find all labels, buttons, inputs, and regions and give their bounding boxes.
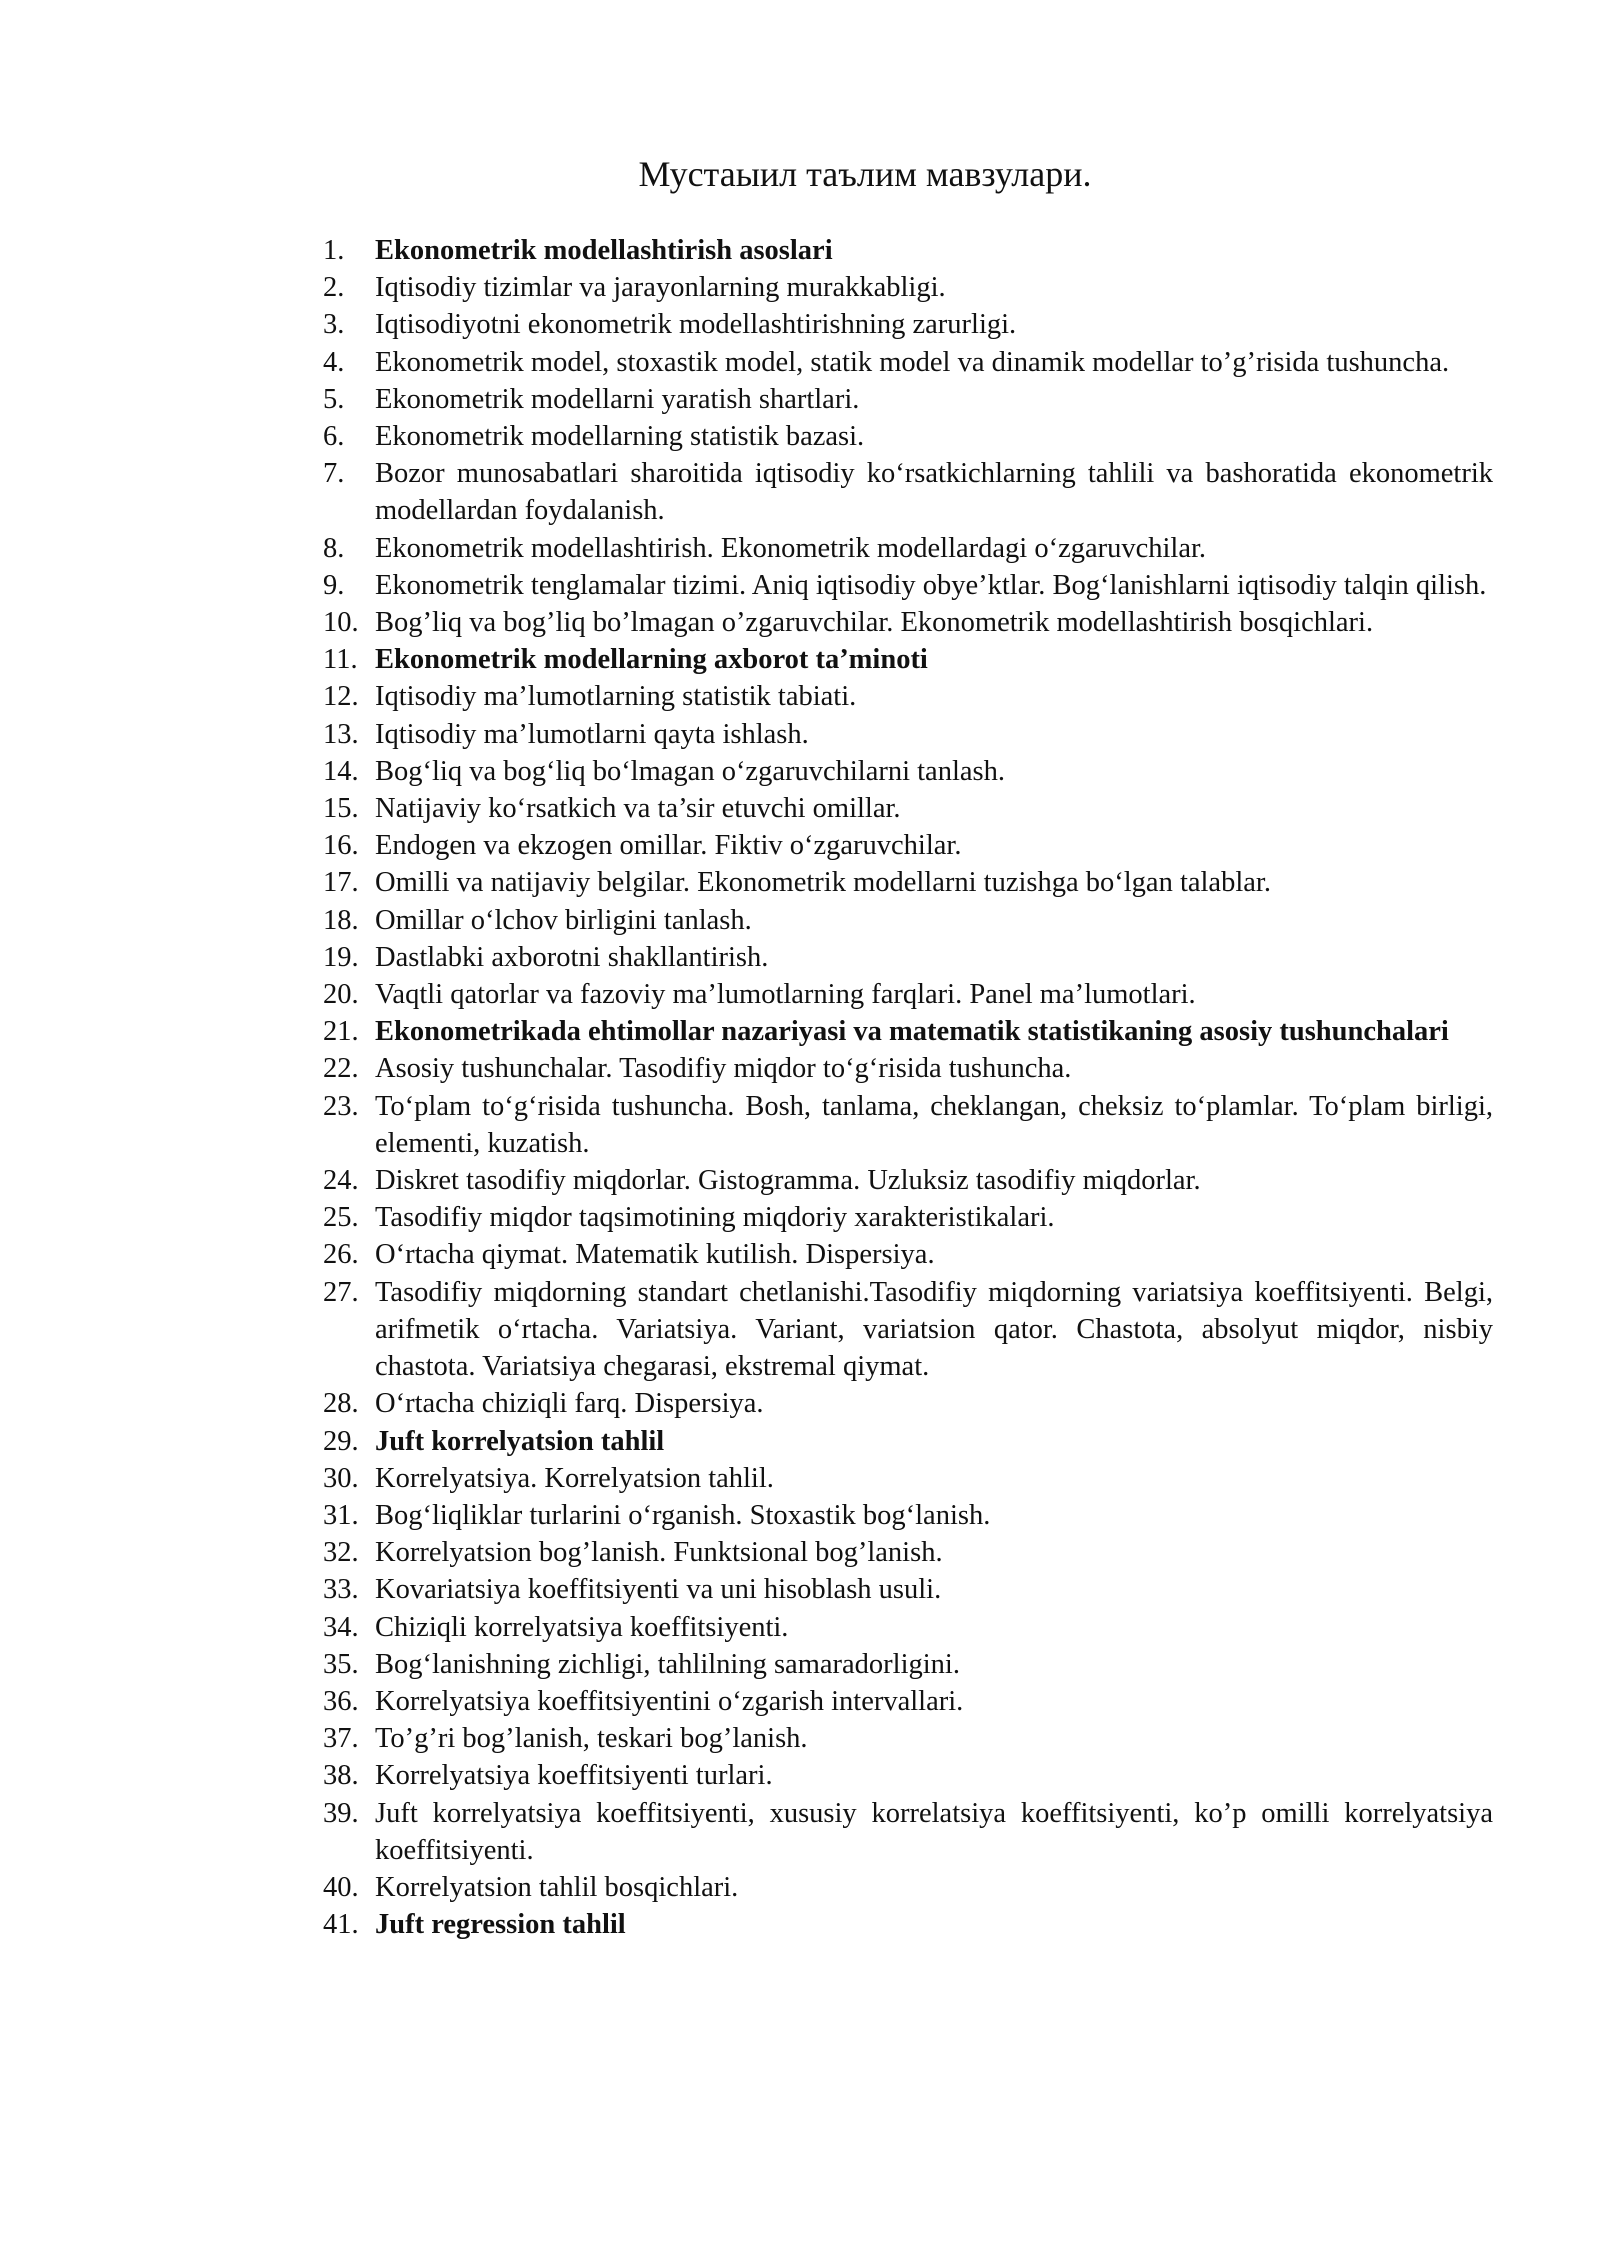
list-item-text: O‘rtacha qiymat. Matematik kutilish. Dispersiya. bbox=[375, 1239, 935, 1271]
list-item bbox=[323, 604, 1493, 641]
list-item-number: 3. bbox=[323, 309, 345, 341]
section-heading-item bbox=[323, 1423, 1493, 1460]
list-item-number: 10. bbox=[323, 607, 359, 639]
list-item-number: 18. bbox=[323, 904, 359, 936]
list-item-number: 29. bbox=[323, 1425, 359, 1457]
list-item bbox=[323, 827, 1493, 864]
list-item-number: 39. bbox=[323, 1797, 359, 1829]
list-item-number: 40. bbox=[323, 1871, 359, 1903]
list-item-number: 27. bbox=[323, 1276, 359, 1308]
list-item-number: 6. bbox=[323, 421, 345, 453]
list-item-number: 21. bbox=[323, 1016, 359, 1048]
list-item-number: 36. bbox=[323, 1685, 359, 1717]
list-item-text: Bog‘liqliklar turlarini o‘rganish. Stoxastik bog‘lanish. bbox=[375, 1499, 991, 1531]
list-item bbox=[323, 1385, 1493, 1422]
list-item-text: Tasodifiy miqdor taqsimotining miqdoriy xarakteristikalari. bbox=[375, 1202, 1055, 1234]
list-item bbox=[323, 976, 1493, 1013]
list-item bbox=[323, 864, 1493, 901]
list-item-text: Kovariatsiya koeffitsiyenti va uni hisoblash usuli. bbox=[375, 1574, 942, 1606]
list-item bbox=[323, 381, 1493, 418]
list-item bbox=[323, 1050, 1493, 1087]
list-item bbox=[323, 678, 1493, 715]
list-item-number: 8. bbox=[323, 532, 345, 564]
list-item-number: 4. bbox=[323, 346, 345, 378]
list-item bbox=[323, 902, 1493, 939]
list-item bbox=[323, 1571, 1493, 1608]
list-item bbox=[323, 1236, 1493, 1273]
list-item-text: Iqtisodiy tizimlar va jarayonlarning murakkabligi. bbox=[375, 272, 946, 304]
list-item-text: Korrelyatsion tahlil bosqichlari. bbox=[375, 1871, 739, 1903]
list-item-text: Bog‘liq va bog‘liq bo‘lmagan o‘zgaruvchilarni tanlash. bbox=[375, 755, 1005, 787]
list-item-text: Korrelyatsiya. Korrelyatsion tahlil. bbox=[375, 1462, 774, 1494]
list-item-text: Korrelyatsiya koeffitsiyentini o‘zgarish intervallari. bbox=[375, 1685, 964, 1717]
list-item-text: Juft korrelyatsiya koeffitsiyenti, xususiy korrelatsiya koeffitsiyenti, ko’p omilli korrelyatsiya koeffitsiyenti. bbox=[375, 1797, 1493, 1866]
list-item bbox=[323, 1869, 1493, 1906]
list-item-text: Juft korrelyatsion tahlil bbox=[375, 1425, 665, 1457]
list-item-number: 28. bbox=[323, 1388, 359, 1420]
list-item bbox=[323, 344, 1493, 381]
list-item-text: Juft regression tahlil bbox=[375, 1909, 626, 1941]
list-item-text: Bog’liq va bog’liq bo’lmagan o’zgaruvchilar. Ekonometrik modellashtirish bosqichlari. bbox=[375, 607, 1374, 639]
list-item-text: O‘rtacha chiziqli farq. Dispersiya. bbox=[375, 1388, 764, 1420]
list-item-number: 15. bbox=[323, 793, 359, 825]
list-item-text: Chiziqli korrelyatsiya koeffitsiyenti. bbox=[375, 1611, 789, 1643]
list-item-number: 37. bbox=[323, 1723, 359, 1755]
list-item-number: 11. bbox=[323, 644, 358, 676]
list-item-number: 20. bbox=[323, 979, 359, 1011]
list-item-text: Ekonometrikada ehtimollar nazariyasi va matematik statistikaning asosiy tushunchalari bbox=[375, 1016, 1449, 1048]
list-item-text: Ekonometrik model, stoxastik model, statik model va dinamik modellar to’g’risida tushuncha. bbox=[375, 346, 1450, 378]
list-item bbox=[323, 1497, 1493, 1534]
list-item-text: Ekonometrik modellarning statistik bazasi. bbox=[375, 421, 865, 453]
list-item-text: Iqtisodiyotni ekonometrik modellashtirishning zarurligi. bbox=[375, 309, 1017, 341]
list-item-number: 13. bbox=[323, 718, 359, 750]
list-item bbox=[323, 1274, 1493, 1386]
list-item-number: 34. bbox=[323, 1611, 359, 1643]
list-item bbox=[323, 1646, 1493, 1683]
list-item-number: 16. bbox=[323, 830, 359, 862]
list-item-number: 31. bbox=[323, 1499, 359, 1531]
list-item-text: Iqtisodiy ma’lumotlarning statistik tabiati. bbox=[375, 681, 857, 713]
page-title: Мустаыил таълим мавзулари. bbox=[638, 154, 1092, 194]
list-item-text: Omillar o‘lchov birligini tanlash. bbox=[375, 904, 752, 936]
list-item-number: 41. bbox=[323, 1909, 359, 1941]
list-item-text: Ekonometrik tenglamalar tizimi. Aniq iqtisodiy obye’ktlar. Bog‘lanishlarni iqtisodiy talqin qilish. bbox=[375, 569, 1487, 601]
list-item-text: Ekonometrik modellarning axborot ta’minoti bbox=[375, 644, 928, 676]
list-item bbox=[323, 1795, 1493, 1869]
list-item bbox=[323, 716, 1493, 753]
list-item-number: 35. bbox=[323, 1648, 359, 1680]
list-item-number: 24. bbox=[323, 1165, 359, 1197]
list-item-text: Tasodifiy miqdorning standart chetlanishi.Tasodifiy miqdorning variatsiya koeffitsiyenti. Belgi, arifmetik o‘rtacha. Variatsiya. Variant, variatsion qator. Chastota, absolyut miqdor, nisbiy chastota. Variatsiya chegarasi, ekstremal qiymat. bbox=[375, 1276, 1493, 1383]
list-item bbox=[323, 1720, 1493, 1757]
list-item-number: 17. bbox=[323, 867, 359, 899]
list-item-number: 9. bbox=[323, 569, 345, 601]
list-item-number: 32. bbox=[323, 1537, 359, 1569]
list-item bbox=[323, 530, 1493, 567]
list-item-number: 19. bbox=[323, 941, 359, 973]
list-item-text: Iqtisodiy ma’lumotlarni qayta ishlash. bbox=[375, 718, 809, 750]
list-item-number: 7. bbox=[323, 458, 345, 490]
list-item bbox=[323, 1460, 1493, 1497]
list-item-number: 30. bbox=[323, 1462, 359, 1494]
list-item-number: 22. bbox=[323, 1053, 359, 1085]
list-item-number: 2. bbox=[323, 272, 345, 304]
list-item bbox=[323, 790, 1493, 827]
list-item-text: Korrelyatsion bog’lanish. Funktsional bog’lanish. bbox=[375, 1537, 943, 1569]
section-heading-item bbox=[323, 1906, 1493, 1943]
list-item bbox=[323, 1757, 1493, 1794]
list-item-number: 1. bbox=[323, 235, 345, 266]
list-item bbox=[323, 306, 1493, 343]
list-item bbox=[323, 1199, 1493, 1236]
list-item-number: 23. bbox=[323, 1090, 359, 1122]
list-item-text: Omilli va natijaviy belgilar. Ekonometrik modellarni tuzishga bo‘lgan talablar. bbox=[375, 867, 1271, 899]
topic-list bbox=[323, 232, 1493, 1943]
list-item-text: Ekonometrik modellashtirish. Ekonometrik modellardagi o‘zgaruvchilar. bbox=[375, 532, 1207, 564]
list-item-text: Endogen va ekzogen omillar. Fiktiv o‘zgaruvchilar. bbox=[375, 830, 962, 862]
list-item bbox=[323, 939, 1493, 976]
list-item-number: 25. bbox=[323, 1202, 359, 1234]
list-item bbox=[323, 567, 1493, 604]
list-item bbox=[323, 1609, 1493, 1646]
list-item bbox=[323, 455, 1493, 529]
list-item-number: 12. bbox=[323, 681, 359, 713]
list-item-text: Diskret tasodifiy miqdorlar. Gistogramma. Uzluksiz tasodifiy miqdorlar. bbox=[375, 1165, 1201, 1197]
section-heading-item bbox=[323, 232, 1493, 269]
list-item bbox=[323, 1683, 1493, 1720]
list-item bbox=[323, 1534, 1493, 1571]
list-item-text: To‘plam to‘g‘risida tushuncha. Bosh, tanlama, cheklangan, cheksiz to‘plamlar. To‘plam birligi, elementi, kuzatish. bbox=[375, 1090, 1493, 1159]
list-item-number: 38. bbox=[323, 1760, 359, 1792]
list-item bbox=[323, 1088, 1493, 1162]
list-item-text: Natijaviy ko‘rsatkich va ta’sir etuvchi omillar. bbox=[375, 793, 901, 825]
list-item-number: 5. bbox=[323, 383, 345, 415]
list-item bbox=[323, 269, 1493, 306]
list-item bbox=[323, 753, 1493, 790]
list-item-text: Korrelyatsiya koeffitsiyenti turlari. bbox=[375, 1760, 773, 1792]
list-item-number: 14. bbox=[323, 755, 359, 787]
section-heading-item bbox=[323, 1013, 1493, 1050]
list-item-text: Asosiy tushunchalar. Tasodifiy miqdor to‘g‘risida tushuncha. bbox=[375, 1053, 1072, 1085]
list-item bbox=[323, 1162, 1493, 1199]
section-heading-item bbox=[323, 641, 1493, 678]
list-item-text: Vaqtli qatorlar va fazoviy ma’lumotlarning farqlari. Panel ma’lumotlari. bbox=[375, 979, 1196, 1011]
list-item-number: 33. bbox=[323, 1574, 359, 1606]
list-item-text: Bozor munosabatlari sharoitida iqtisodiy ko‘rsatkichlarning tahlili va bashoratida ekonometrik modellardan foydalanish. bbox=[375, 458, 1493, 527]
list-item-text: To’g’ri bog’lanish, teskari bog’lanish. bbox=[375, 1723, 808, 1755]
list-item-number: 26. bbox=[323, 1239, 359, 1271]
list-item-text: Ekonometrik modellarni yaratish shartlari. bbox=[375, 383, 860, 415]
list-item-text: Dastlabki axborotni shakllantirish. bbox=[375, 941, 769, 973]
list-item-text: Bog‘lanishning zichligi, tahlilning samaradorligini. bbox=[375, 1648, 960, 1680]
list-item bbox=[323, 418, 1493, 455]
list-item-text: Ekonometrik modellashtirish asoslari bbox=[375, 235, 833, 266]
